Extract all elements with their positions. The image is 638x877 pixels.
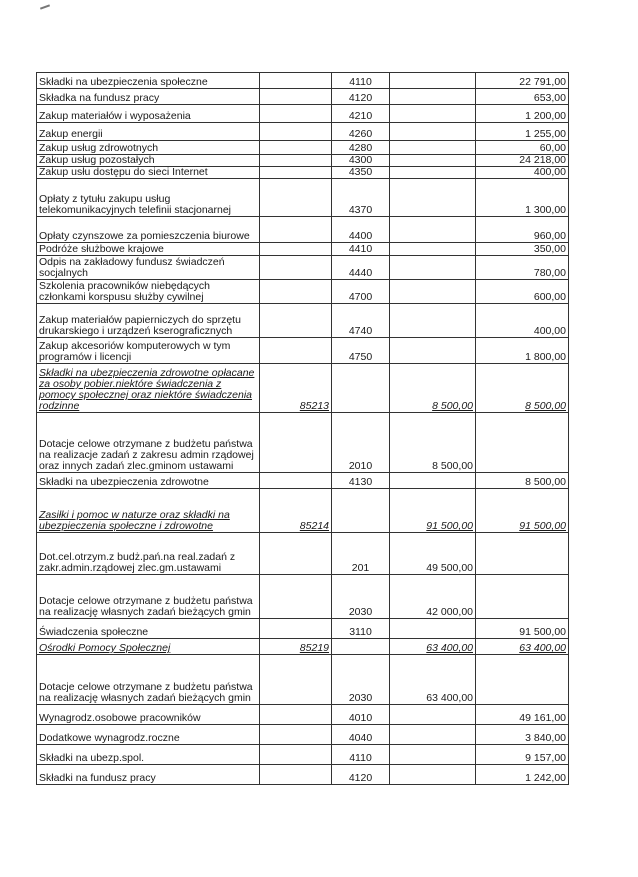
- row-description: Zakup usłu dostępu do sieci Internet: [37, 167, 260, 179]
- row-description: Składki na fundusz pracy: [37, 765, 260, 785]
- row-description: Składki na ubezpieczenia społeczne: [37, 73, 260, 89]
- paragraph-code: 4120: [332, 765, 390, 785]
- amount-income: [390, 765, 476, 785]
- section-code: [260, 533, 332, 575]
- amount-income: [390, 243, 476, 256]
- amount-income: [390, 73, 476, 89]
- amount-expense: 63 400,00: [476, 639, 569, 655]
- amount-expense: 91 500,00: [476, 489, 569, 533]
- paragraph-code: 4210: [332, 105, 390, 123]
- amount-income: [390, 167, 476, 179]
- section-code: [260, 73, 332, 89]
- table-row: [37, 745, 569, 765]
- amount-expense: 960,00: [476, 217, 569, 243]
- table-row: [37, 304, 569, 338]
- amount-expense: [476, 533, 569, 575]
- table-row: [37, 123, 569, 141]
- amount-income: [390, 619, 476, 639]
- row-description: Ośrodki Pomocy Społecznej: [37, 639, 260, 655]
- table-row: [37, 73, 569, 89]
- section-code: [260, 619, 332, 639]
- amount-expense: 1 242,00: [476, 765, 569, 785]
- row-description: Zakup usług pozostałych: [37, 155, 260, 167]
- table-row: [37, 217, 569, 243]
- budget-table: [36, 72, 569, 785]
- amount-income: [390, 89, 476, 105]
- table-row: [37, 167, 569, 179]
- section-row: [37, 639, 569, 655]
- paragraph-code: 4120: [332, 89, 390, 105]
- section-code: [260, 575, 332, 619]
- row-description: Opłaty czynszowe za pomieszczenia biurowe: [37, 217, 260, 243]
- section-code: [260, 765, 332, 785]
- row-description: Dot.cel.otrzym.z budż.pań.na real.zadań z zakr.admin.rządowej zlec.gm.ustawami: [37, 533, 260, 575]
- row-description: Zakup materiałów papierniczych do sprzętu drukarskiego i urządzeń kserograficznych: [37, 304, 260, 338]
- paragraph-code: 4110: [332, 745, 390, 765]
- paragraph-code: 3110: [332, 619, 390, 639]
- table-row: [37, 256, 569, 280]
- section-code: [260, 725, 332, 745]
- paragraph-code: [332, 489, 390, 533]
- paragraph-code: [332, 364, 390, 413]
- section-code: [260, 179, 332, 217]
- section-code: [260, 243, 332, 256]
- section-code: [260, 105, 332, 123]
- amount-expense: 8 500,00: [476, 473, 569, 489]
- section-code: 85213: [260, 364, 332, 413]
- amount-income: [390, 141, 476, 155]
- row-description: Zakup energii: [37, 123, 260, 141]
- amount-income: 63 400,00: [390, 639, 476, 655]
- table-row: [37, 338, 569, 364]
- amount-income: [390, 256, 476, 280]
- row-description: Składki na ubezpieczenia zdrowotne: [37, 473, 260, 489]
- amount-income: [390, 304, 476, 338]
- section-code: [260, 141, 332, 155]
- row-description: Świadczenia społeczne: [37, 619, 260, 639]
- amount-expense: 400,00: [476, 304, 569, 338]
- amount-income: 8 500,00: [390, 364, 476, 413]
- amount-expense: 350,00: [476, 243, 569, 256]
- amount-income: [390, 155, 476, 167]
- scan-mark: [40, 4, 50, 9]
- amount-income: 8 500,00: [390, 413, 476, 473]
- paragraph-code: 4130: [332, 473, 390, 489]
- table-row: [37, 473, 569, 489]
- paragraph-code: 4040: [332, 725, 390, 745]
- paragraph-code: 4280: [332, 141, 390, 155]
- table-row: [37, 655, 569, 705]
- amount-expense: [476, 655, 569, 705]
- amount-expense: [476, 413, 569, 473]
- paragraph-code: 4440: [332, 256, 390, 280]
- section-code: 85214: [260, 489, 332, 533]
- paragraph-code: 4410: [332, 243, 390, 256]
- amount-expense: 653,00: [476, 89, 569, 105]
- paragraph-code: 2030: [332, 655, 390, 705]
- amount-income: [390, 105, 476, 123]
- paragraph-code: [332, 639, 390, 655]
- amount-income: 63 400,00: [390, 655, 476, 705]
- amount-expense: 600,00: [476, 280, 569, 304]
- section-code: [260, 745, 332, 765]
- amount-expense: 91 500,00: [476, 619, 569, 639]
- row-description: Szkolenia pracowników niebędących członkami korspusu służby cywilnej: [37, 280, 260, 304]
- paragraph-code: 4260: [332, 123, 390, 141]
- section-code: [260, 338, 332, 364]
- amount-expense: 1 200,00: [476, 105, 569, 123]
- amount-income: [390, 123, 476, 141]
- amount-expense: 24 218,00: [476, 155, 569, 167]
- table-row: [37, 705, 569, 725]
- amount-income: 42 000,00: [390, 575, 476, 619]
- section-code: [260, 89, 332, 105]
- section-row: [37, 489, 569, 533]
- paragraph-code: 4740: [332, 304, 390, 338]
- section-code: [260, 705, 332, 725]
- amount-income: [390, 338, 476, 364]
- amount-income: [390, 705, 476, 725]
- amount-income: [390, 745, 476, 765]
- amount-income: [390, 217, 476, 243]
- row-description: Dotacje celowe otrzymane z budżetu państwa na realizacje zadań z zakresu admin rządowej oraz innych zadań zlec.gminom ustawami: [37, 413, 260, 473]
- paragraph-code: 4750: [332, 338, 390, 364]
- amount-expense: 49 161,00: [476, 705, 569, 725]
- amount-expense: [476, 575, 569, 619]
- table-row: [37, 765, 569, 785]
- row-description: Opłaty z tytułu zakupu usług telekomunikacyjnych telefinii stacjonarnej: [37, 179, 260, 217]
- row-description: Zakup materiałów i wyposażenia: [37, 105, 260, 123]
- section-code: [260, 155, 332, 167]
- amount-expense: 60,00: [476, 141, 569, 155]
- section-code: [260, 280, 332, 304]
- amount-expense: 780,00: [476, 256, 569, 280]
- paragraph-code: 4110: [332, 73, 390, 89]
- amount-income: [390, 179, 476, 217]
- table-row: [37, 179, 569, 217]
- amount-expense: 22 791,00: [476, 73, 569, 89]
- section-code: [260, 217, 332, 243]
- section-row: [37, 364, 569, 413]
- row-description: Odpis na zakładowy fundusz świadczeń socjalnych: [37, 256, 260, 280]
- paragraph-code: 4300: [332, 155, 390, 167]
- row-description: Zasiłki i pomoc w naturze oraz składki na ubezpieczenia społeczne i zdrowotne: [37, 489, 260, 533]
- amount-expense: 1 800,00: [476, 338, 569, 364]
- amount-income: 91 500,00: [390, 489, 476, 533]
- amount-expense: 400,00: [476, 167, 569, 179]
- amount-expense: 3 840,00: [476, 725, 569, 745]
- table-row: [37, 243, 569, 256]
- paragraph-code: 4370: [332, 179, 390, 217]
- table-row: [37, 89, 569, 105]
- row-description: Dotacje celowe otrzymane z budżetu państwa na realizację własnych zadań bieżących gmin: [37, 575, 260, 619]
- section-code: 85219: [260, 639, 332, 655]
- amount-income: [390, 725, 476, 745]
- section-code: [260, 167, 332, 179]
- paragraph-code: 4010: [332, 705, 390, 725]
- table-row: [37, 413, 569, 473]
- row-description: Wynagrodz.osobowe pracowników: [37, 705, 260, 725]
- paragraph-code: 2030: [332, 575, 390, 619]
- amount-expense: 1 255,00: [476, 123, 569, 141]
- row-description: Zakup akcesoriów komputerowych w tym programów i licencji: [37, 338, 260, 364]
- table-row: [37, 619, 569, 639]
- amount-expense: 1 300,00: [476, 179, 569, 217]
- table-row: [37, 575, 569, 619]
- amount-income: 49 500,00: [390, 533, 476, 575]
- row-description: Składka na fundusz pracy: [37, 89, 260, 105]
- amount-expense: 9 157,00: [476, 745, 569, 765]
- paragraph-code: 4700: [332, 280, 390, 304]
- amount-income: [390, 280, 476, 304]
- section-code: [260, 123, 332, 141]
- amount-expense: 8 500,00: [476, 364, 569, 413]
- paragraph-code: 4400: [332, 217, 390, 243]
- section-code: [260, 304, 332, 338]
- row-description: Dotacje celowe otrzymane z budżetu państwa na realizację własnych zadań bieżących gmin: [37, 655, 260, 705]
- table-row: [37, 155, 569, 167]
- row-description: Składki na ubezpieczenia zdrowotne opłacane za osoby pobier.niektóre świadczenia z pomocy społecznej oraz niektóre świadczenia rodzinne: [37, 364, 260, 413]
- table-row: [37, 533, 569, 575]
- section-code: [260, 655, 332, 705]
- row-description: Podróże służbowe krajowe: [37, 243, 260, 256]
- section-code: [260, 473, 332, 489]
- amount-income: [390, 473, 476, 489]
- paragraph-code: 4350: [332, 167, 390, 179]
- table-row: [37, 280, 569, 304]
- row-description: Dodatkowe wynagrodz.roczne: [37, 725, 260, 745]
- table-row: [37, 725, 569, 745]
- paragraph-code: 201: [332, 533, 390, 575]
- section-code: [260, 413, 332, 473]
- paragraph-code: 2010: [332, 413, 390, 473]
- row-description: Składki na ubezp.spol.: [37, 745, 260, 765]
- table-row: [37, 141, 569, 155]
- row-description: Zakup usług zdrowotnych: [37, 141, 260, 155]
- budget-table-body: [37, 73, 569, 785]
- section-code: [260, 256, 332, 280]
- table-row: [37, 105, 569, 123]
